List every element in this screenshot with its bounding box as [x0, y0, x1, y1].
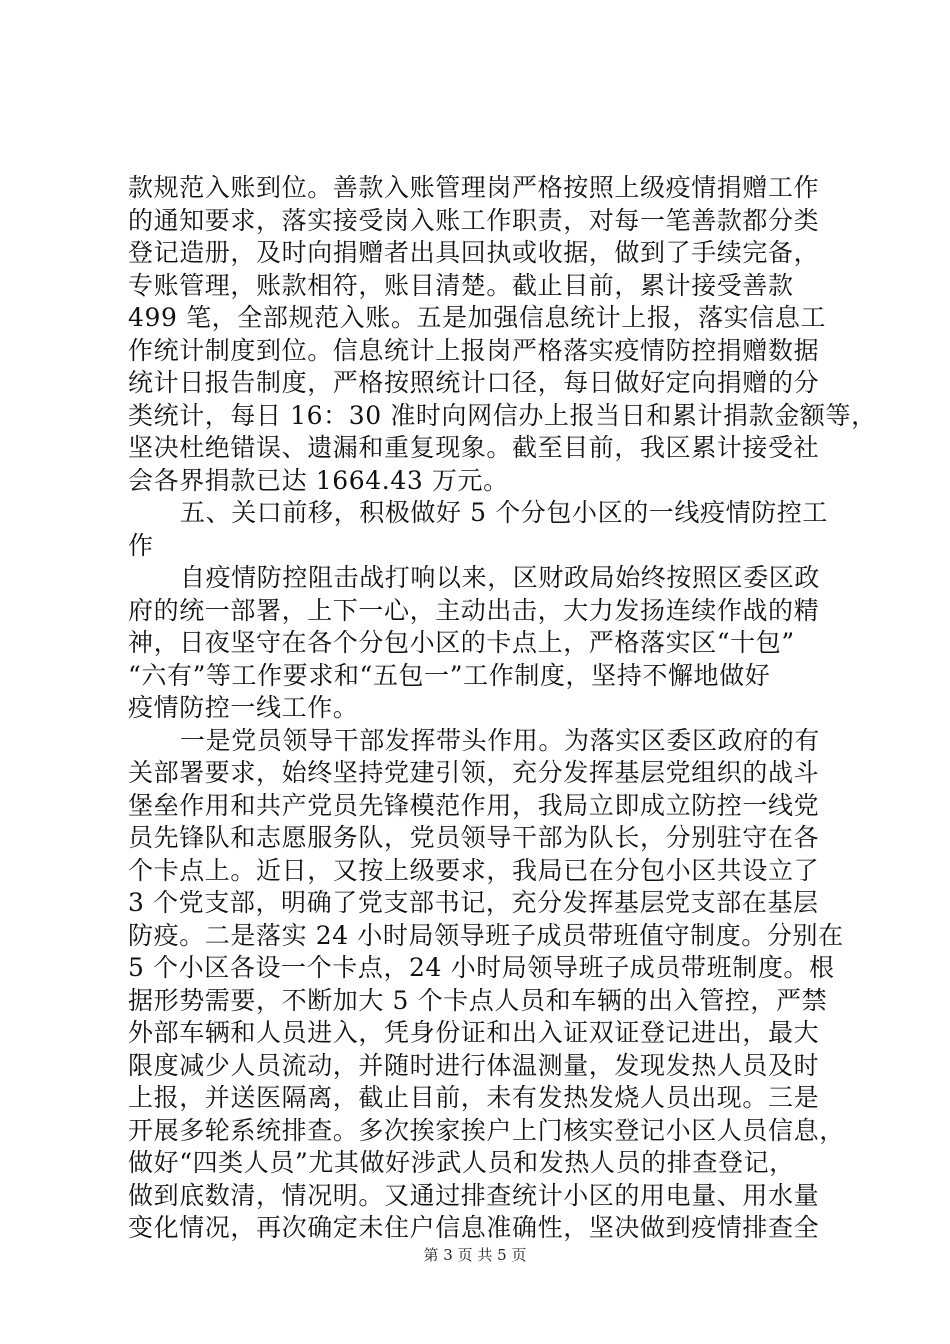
- text-line: 上报，并送医隔离，截止目前，未有发热发烧人员出现。三是: [128, 1083, 820, 1112]
- text-line: 堡垒作用和共产党员先锋模范作用，我局立即成立防控一线党: [128, 790, 820, 820]
- text-line: “六有”等工作要求和“五包一”工作制度，坚持不懈地做好: [128, 660, 771, 690]
- text-line: 3 个党支部，明确了党支部书记，充分发挥基层党支部在基层: [128, 888, 819, 917]
- text-line: 防疫。二是落实 24 小时局领导班子成员带班值守制度。分别在: [128, 920, 844, 950]
- text-line: 做到底数清，情况明。又通过排查统计小区的用电量、用水量: [128, 1180, 820, 1210]
- text-line: 开展多轮系统排查。多次挨家挨户上门核实登记小区人员信息，: [128, 1115, 845, 1145]
- text-line: 登记造册，及时向捐赠者出具回执或收据，做到了手续完备，: [128, 238, 820, 267]
- text-line: 个卡点上。近日，又按上级要求，我局已在分包小区共设立了: [128, 855, 820, 885]
- text-line: 做好“四类人员”尤其做好涉武人员和发热人员的排查登记，: [128, 1148, 795, 1177]
- text-line: 499 笔，全部规范入账。五是加强信息统计上报，落实信息工: [128, 303, 827, 332]
- text-line: 关部署要求，始终坚持党建引领，充分发挥基层党组织的战斗: [128, 758, 820, 787]
- text-line: 作: [128, 530, 154, 560]
- text-line: 限度减少人员流动，并随时进行体温测量，发现发热人员及时: [128, 1050, 820, 1080]
- text-line: 款规范入账到位。善款入账管理岗严格按照上级疫情捐赠工作: [128, 173, 820, 202]
- text-line: 自疫情防控阻击战打响以来，区财政局始终按照区委区政: [180, 563, 821, 592]
- text-line: 府的统一部署，上下一心，主动出击，大力发扬连续作战的精: [128, 595, 820, 625]
- text-line: 坚决杜绝错误、遗漏和重复现象。截至目前，我区累计接受社: [128, 433, 820, 462]
- page-footer: 第 3 页 共 5 页: [423, 1246, 527, 1264]
- text-line: 5 个小区各设一个卡点，24 小时局领导班子成员带班制度。根: [128, 953, 835, 982]
- text-line: 的通知要求，落实接受岗入账工作职责，对每一笔善款都分类: [128, 205, 820, 235]
- text-line: 会各界捐款已达 1664.43 万元。: [128, 465, 509, 495]
- text-line: 外部车辆和人员进入，凭身份证和出入证双证登记进出，最大: [128, 1018, 820, 1047]
- text-line: 变化情况，再次确定未住户信息准确性，坚决做到疫情排查全: [128, 1213, 820, 1242]
- text-line: 员先锋队和志愿服务队，党员领导干部为队长，分别驻守在各: [128, 823, 820, 852]
- text-line: 作统计制度到位。信息统计上报岗严格落实疫情防控捐赠数据: [128, 335, 820, 365]
- text-line: 统计日报告制度，严格按照统计口径，每日做好定向捐赠的分: [128, 368, 820, 397]
- text-line: 专账管理，账款相符，账目清楚。截止目前，累计接受善款: [128, 270, 794, 300]
- text-line: 疫情防控一线工作。: [128, 693, 359, 722]
- document-body: [128, 172, 877, 1245]
- text-line: 类统计，每日 16：30 准时向网信办上报当日和累计捐款金额等，: [128, 400, 877, 430]
- text-line: 五、关口前移，积极做好 5 个分包小区的一线疫情防控工: [180, 498, 829, 527]
- text-line: 一是党员领导干部发挥带头作用。为落实区委区政府的有: [180, 725, 821, 755]
- text-line: 据形势需要，不断加大 5 个卡点人员和车辆的出入管控，严禁: [128, 985, 828, 1015]
- text-line: 神，日夜坚守在各个分包小区的卡点上，严格落实区“十包”: [128, 628, 795, 657]
